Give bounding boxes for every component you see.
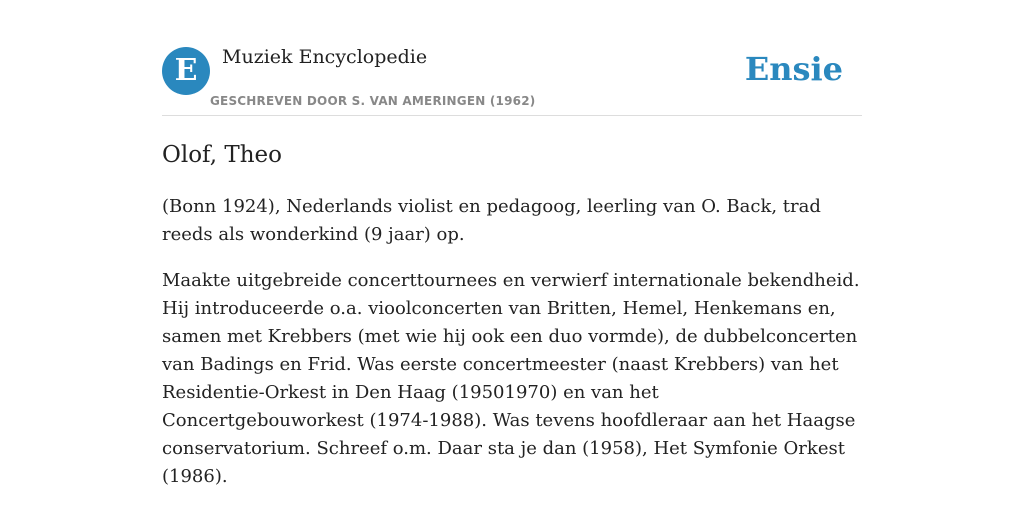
ensie-logo[interactable]: Ensie [744, 50, 843, 88]
header [162, 44, 862, 116]
book-title[interactable]: Muziek Encyclopedie [222, 46, 428, 68]
entry-paragraph: (Bonn 1924), Nederlands violist en pedagoog, leerling van O. Back, trad reeds als wonderkind (9 jaar) op. [162, 196, 821, 245]
entry-body [162, 193, 862, 491]
entry-paragraph: Maakte uitgebreide concerttournees en verwierf internationale bekendheid. Hij introduceerde o.a. vioolconcerten van Britten, Hemel, Henkemans en, samen met Krebbers (met wie hij ook een duo vormde), de dubbelconcerten van Badings en Frid. Was eerste concertmeester (naast Krebbers) van het Residentie-Orkest in Den Haag (19501970) en van het Concertgebouworkest (1974-1988). Was tevens hoofdleraar aan het Haagse conservatorium. Schreef o.m. Daar sta je dan (1958), Het Symfonie Orkest (1986). [162, 270, 860, 487]
author-line: GESCHREVEN DOOR S. VAN AMERINGEN (1962) [210, 94, 536, 108]
entry-title: Olof, Theo [162, 142, 282, 168]
entry-card [162, 44, 862, 491]
encyclopedie-logo-icon[interactable]: E [162, 47, 210, 95]
